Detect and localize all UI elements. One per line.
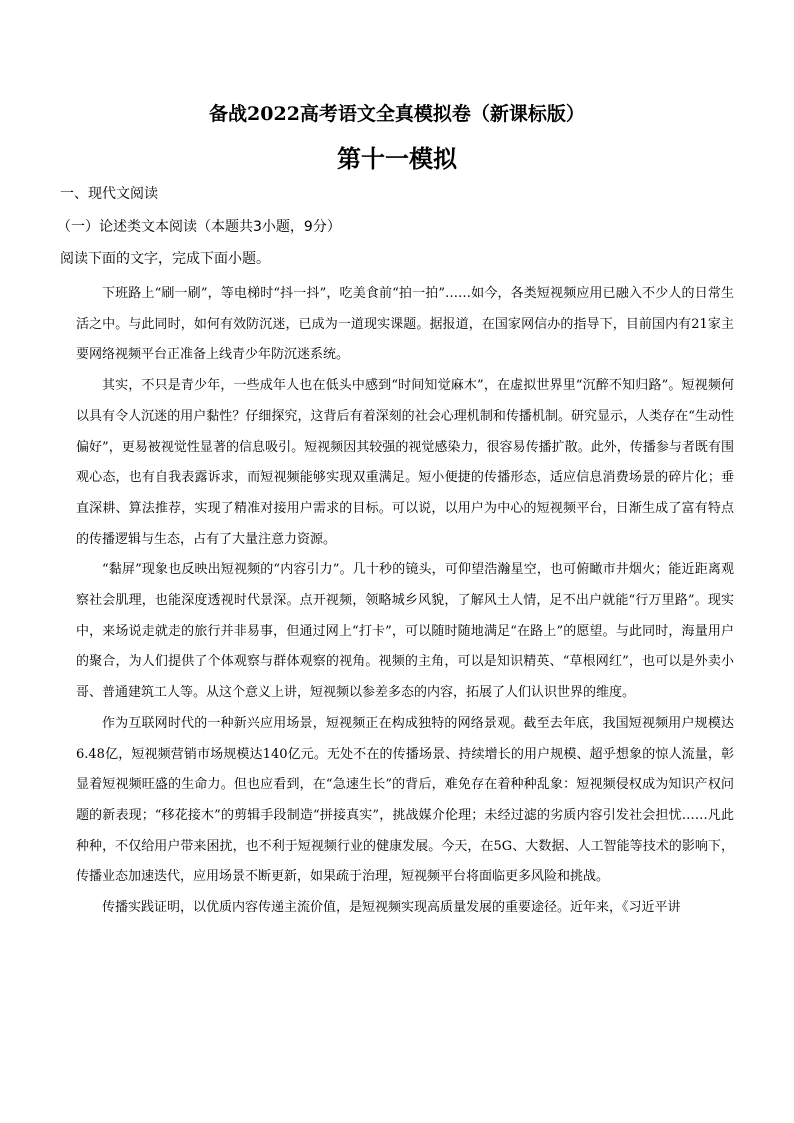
document-title: 备战2022高考语文全真模拟卷（新课标版） <box>209 103 585 125</box>
paragraph: 传播实践证明，以优质内容传递主流价值，是短视频实现高质量发展的重要途径。近年来，《习近平讲 <box>102 900 681 916</box>
subsection-heading: （一）论述类文本阅读（本题共3小题，9分） <box>57 219 341 235</box>
paragraph: 作为互联网时代的一种新兴应用场景，短视频正在构成独特的网络景观。截至去年底，我国短视频用户规模达6.48亿，短视频营销市场规模达140亿元。无处不在的传播场景、持续增长的用户规模、超乎想象的惊人流量，彰显着短视频旺盛的生命力。但也应看到，在“急速生长”的背后，难免存在着种种乱象：短视频侵权成为知识产权问题的新表现；“移花接木”的剪辑手段制造“拼接真实”，挑战媒介伦理；未经过滤的劣质内容引发社会担忧……凡此种种，不仅给用户带来困扰，也不利于短视频行业的健康发展。今天，在5G、大数据、人工智能等技术的影响下，传播业态加速迭代，应用场景不断更新，如果疏于治理，短视频平台将面临更多风险和挑战。 <box>76 715 734 885</box>
paragraph: “黏屏”现象也反映出短视频的“内容引力”。几十秒的镜头，可仰望浩瀚星空，也可俯瞰市井烟火；能近距离观察社会肌理，也能深度透视时代景深。点开视频，领略城乡风貌，了解风土人情，足不出户就能“行万里路”。现实中，来场说走就走的旅行并非易事，但通过网上“打卡”，可以随时随地满足“在路上”的愿望。与此同时，海量用户的聚合，为人们提供了个体观察与群体观察的视角。视频的主角，可以是知识精英、“草根网红”，也可以是外卖小哥、普通建筑工人等。从这个意义上讲，短视频以参差多态的内容，拓展了人们认识世界的维度。 <box>76 562 734 701</box>
paragraph: 下班路上“刷一刷”，等电梯时“抖一抖”，吃美食前“拍一拍”……如今，各类短视频应用已融入不少人的日常生活之中。与此同时，如何有效防沉迷，已成为一道现实课题。据报道，在国家网信办的指导下，目前国内有21家主要网络视频平台正准备上线青少年防沉迷系统。 <box>76 286 734 363</box>
paragraph: 其实，不只是青少年，一些成年人也在低头中感到“时间知觉麻木”，在虚拟世界里“沉醉不知归路”。短视频何以具有令人沉迷的用户黏性？仔细探究，这背后有着深刻的社会心理机制和传播机制。研究显示，人类存在“生动性偏好”，更易被视觉性显著的信息吸引。短视频因其较强的视觉感染力，很容易传播扩散。此外，传播参与者既有围观心态，也有自我表露诉求，而短视频能够实现双重满足。短小便捷的传播形态，适应信息消费场景的碎片化；垂直深耕、算法推荐，实现了精准对接用户需求的目标。可以说，以用户为中心的短视频平台，日渐生成了富有特点的传播逻辑与生态，占有了大量注意力资源。 <box>76 378 734 547</box>
section-heading: 一、现代文阅读 <box>60 186 158 202</box>
article-body <box>76 279 734 924</box>
document-subtitle: 第十一模拟 <box>337 144 457 173</box>
reading-instruction: 阅读下面的文字，完成下面小题。 <box>60 251 270 267</box>
